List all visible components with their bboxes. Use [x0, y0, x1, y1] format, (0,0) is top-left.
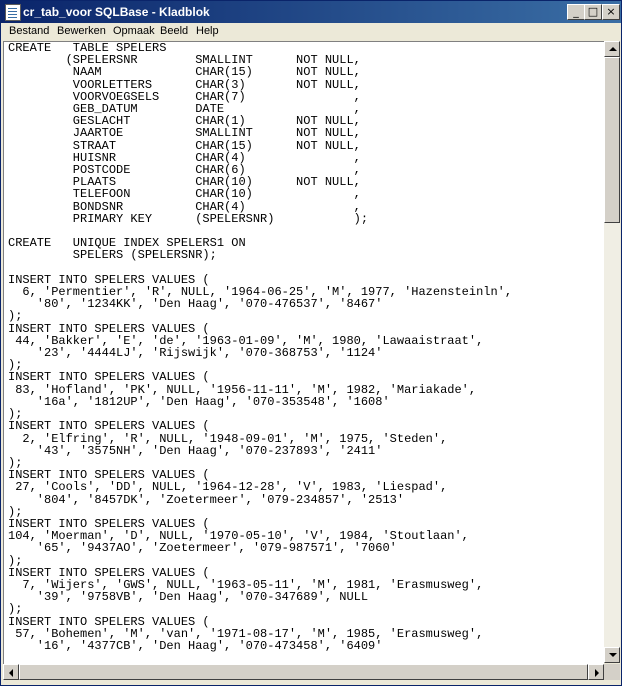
arrow-left-icon — [9, 669, 13, 677]
minimize-button[interactable]: _ — [567, 4, 585, 20]
menu-bewerken[interactable]: Bewerken — [57, 25, 106, 37]
editor-text[interactable]: CREATE TABLE SPELERS (SPELERSNR SMALLINT NOT NULL, NAAM CHAR(15) NOT NULL, VOORLETTERS CHAR(3) NOT NULL, VOORVOEGSELS CHAR(7) , GEB_DATUM DATE , GESLACHT CHAR(1) NOT NULL, JAARTOE SMALLINT NOT NULL, STRAAT CHAR(15) NOT NULL, HUISNR CHAR(4) , POSTCODE CHAR(6) , PLAATS CHAR(10) NOT NULL, TELEFOON CHAR(10) , BONDSNR CHAR(4) , PRIMARY KEY (SPELERSNR) ); CREATE UNIQUE INDEX SPELERS1 ON SPELERS (SPELERSNR); INSERT INTO SPELERS VALUES ( 6, 'Permentier', 'R', NULL, '1964-06-25', 'M', 1977, 'Hazensteinln', '80', '1234KK', 'Den Haag', '070-476537', '8467' ); INSERT INTO SPELERS VALUES ( 44, 'Bakker', 'E', 'de', '1963-01-09', 'M', 1980, 'Lawaaistraat', '23', '4444LJ', 'Rijswijk', '070-368753', '1124' ); INSERT INTO SPELERS VALUES ( 83, 'Hofland', 'PK', NULL, '1956-11-11', 'M', 1982, 'Mariakade', '16a', '1812UP', 'Den Haag', '070-353548', '1608' ); INSERT INTO SPELERS VALUES ( 2, 'Elfring', 'R', NULL, '1948-09-01', 'M', 1975, 'Steden', '43', '3575NH', 'Den Haag', '070-237893', '2411' ); INSERT INTO SPELERS VALUES ( 27, 'Cools', 'DD', NULL, '1964-12-28', 'V', 1983, 'Liespad', '804', '8457DK', 'Zoetermeer', '079-234857', '2513' ); INSERT INTO SPELERS VALUES ( 104, 'Moerman', 'D', NULL, '1970-05-10', 'V', 1984, 'Stoutlaan', '65', '9437AO', 'Zoetermeer', '079-987571', '7060' ); INSERT INTO SPELERS VALUES ( 7, 'Wijers', 'GWS', NULL, '1963-05-11', 'M', 1981, 'Erasmusweg', '39', '9758VB', 'Den Haag', '070-347689', NULL ); INSERT INTO SPELERS VALUES ( 57, 'Bohemen', 'M', 'van', '1971-08-17', 'M', 1985, 'Erasmusweg', '16', '4377CB', 'Den Haag', '070-473458', '6409' — [8, 41, 513, 653]
maximize-button[interactable]: □ — [584, 4, 602, 20]
vertical-scroll-thumb[interactable] — [604, 57, 620, 223]
menu-help[interactable]: Help — [196, 25, 219, 37]
text-editor-area[interactable] — [3, 41, 604, 664]
scroll-down-button[interactable] — [604, 647, 620, 663]
menu-bar — [1, 23, 621, 41]
arrow-up-icon — [609, 47, 617, 51]
window-title: cr_tab_voor SQLBase - Kladblok — [23, 5, 210, 19]
size-grip[interactable] — [604, 664, 620, 680]
notepad-icon[interactable] — [5, 4, 21, 21]
menu-beeld[interactable]: Beeld — [160, 25, 189, 37]
vertical-scrollbar[interactable] — [604, 41, 620, 663]
arrow-down-icon — [609, 653, 617, 657]
scroll-right-button[interactable] — [588, 664, 604, 680]
scroll-up-button[interactable] — [604, 41, 620, 57]
arrow-right-icon — [595, 669, 599, 677]
scroll-left-button[interactable] — [3, 664, 19, 680]
horizontal-scroll-thumb[interactable] — [19, 664, 588, 680]
menu-opmaak[interactable]: Opmaak — [113, 25, 155, 37]
horizontal-scrollbar[interactable] — [3, 664, 604, 680]
menu-bestand[interactable]: Bestand — [9, 25, 50, 37]
title-bar[interactable] — [1, 1, 621, 23]
close-button[interactable]: × — [602, 4, 620, 20]
